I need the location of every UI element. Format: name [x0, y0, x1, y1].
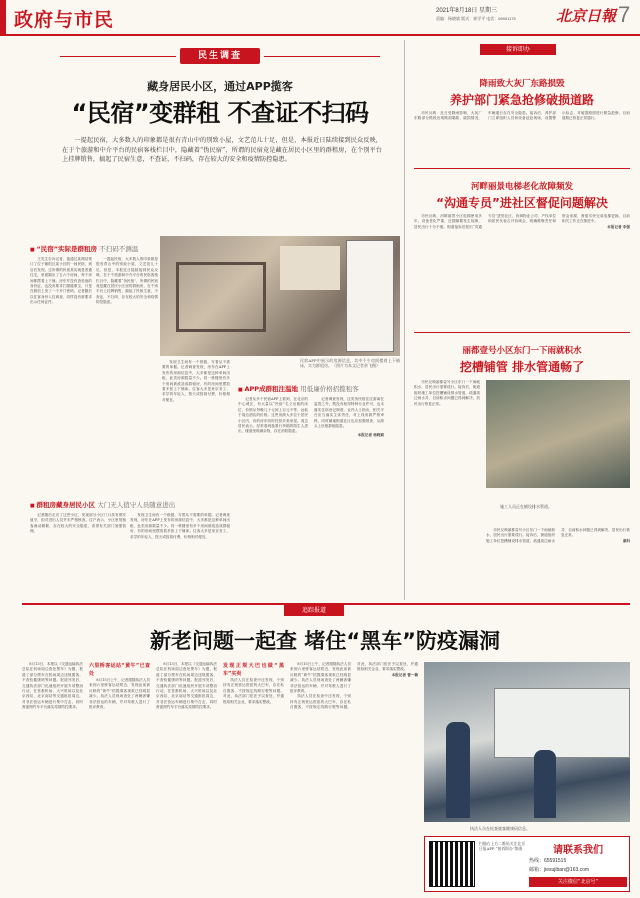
photo-bus [494, 688, 630, 758]
sec2-title: APP成群租注温地 [244, 385, 299, 393]
bottom-headline: 新老问题一起查 堵住“黑车”防疫漏洞 [150, 629, 500, 653]
bottom-sec2-heading: 发现正规大巴也做“黑车”买卖 [223, 663, 284, 677]
r3-kicker: 丽都壹号小区东门一下雨就积水 [462, 346, 582, 356]
sec2-heading [238, 384, 398, 393]
masthead-red-block [0, 0, 6, 34]
promo-box [424, 836, 630, 892]
page-number: 7 [618, 2, 631, 27]
lead-intro-text: 一提起民宿，大多数人的印象都是很有青山中的别致小屋，文艺范儿十足，但是，本报近日陆续接到民众反映，在于个旅游和中介平台的民宿客栈栏目中，隐藏着“伪民宿”，所谓的民宿竟是藏在居民小区里的群租房，在个别平台上挂牌销售，搞起了民宿生意，不查证，不扫码，存在较大的安全和疫情防控隐患。 [62, 137, 382, 164]
promo-top [479, 841, 525, 887]
right-tag [480, 44, 556, 55]
promo-top-text: 扫描右上方二维码关注北京日报APP “接诉即办”频道 [479, 841, 525, 851]
r2-rule [414, 168, 630, 169]
sec3-heading [30, 500, 230, 509]
lead-headline: “民宿”变群租 不查证不扫码 [71, 99, 369, 127]
photo-officer [446, 722, 470, 818]
photo-bunk-bed [176, 262, 266, 332]
r2-kicker: 河畔丽景电梯老化故障频发 [470, 182, 573, 192]
r1-headline: 养护部门紧急抢修破损道路 [449, 93, 594, 107]
r3-body-text-2: 市民反映丽都壹号小区东门一下雨就积水，居民出行需要绕行。接诉后，街道组织施工单位挖槽铺设排水管道，疏通周边雨水井，目前积水问题已得到解决，居民出行恢复正常。 [486, 528, 630, 543]
lead-intro [62, 136, 382, 224]
bottom-photo-caption [470, 826, 630, 834]
lead-col-1 [30, 257, 92, 487]
lead-photo [160, 236, 400, 356]
lead-col-6 [30, 513, 126, 598]
r2-body-text: 市民反映，河畔丽景小区电梯使用多年，设备老化严重，近期频繁发生故障，居民出行十分不便。街道接诉后派出“沟通专员”进驻社区，协调物业公司、产权单位和居民代表召开协调会，明确维修责任和资金来源，督促尽快完成电梯更换，目前相关工作正在推进中。 [414, 214, 630, 229]
r2-body [414, 214, 630, 320]
lead-photo-caption-text: 民宿APP中展示的房源信息，其中不少房间摆着上下铺床，实为群租房。（图片为本文记者余飞摄） [300, 358, 400, 369]
qr-code-icon[interactable] [429, 841, 475, 887]
r2-reporter: 本报记者 李强 [607, 224, 630, 229]
column-tag-label: 民生调查 [197, 51, 242, 61]
photo-officer [534, 750, 556, 818]
lead-photo-caption [300, 358, 400, 380]
tag-line [60, 56, 176, 57]
r3-rule [414, 332, 630, 333]
masthead [0, 0, 640, 38]
sec2-body: 记者从多个民宿APP上看到，在北京的中心城区，有大量以“民宿”名义出租的床位，价格从每晚几十元到上百元不等，远低于周边酒店的价格。这些房源大多位于居民小区内，有的房东同时经营多套房屋。周边居民表示，经常看到拖着行李箱的陌生人进出，楼道里堆满杂物，存在消防隐患。 [238, 397, 308, 434]
editor-line: 责编：杨晓斌 版式：崔学平 电话：65901175 [436, 16, 516, 21]
r3-body-text: 市民反映丽都壹号小区东门一下雨就积水，居民出行需要绕行。接诉后，街道组织施工单位挖槽铺设排水管道，疏通周边雨水井，目前积水问题已得到解决，居民出行恢复正常。 [414, 380, 480, 406]
lead-col-3-body: 发现卫生间有一个纸箱，写着从不需要的单据。记者调查发现，房东在APP上发布的房源信息中，大多都是这种单间出租，此类房源数量不少。同一栋楼里有多个房间被改造成群租房，有的房间里摆放着多张上下铺床。住客大多是来京务工、求学的年轻人，按天或按周付费，价格相对便宜。 [162, 360, 230, 402]
tag-line [264, 56, 380, 57]
sec1-heading [30, 244, 156, 253]
bottom-photo-caption-text: 执法人员在检查旅客健康码信息。 [470, 826, 530, 831]
lead-col-2-body: 一提起民宿，大多数人的印象都是很有青山中的别致小屋，文艺范儿十足，但是，本报近日陆续接到民众反映，在于个旅游和中介平台的民宿客栈栏目中，隐藏着“伪民宿”，所谓的民宿竟是藏在居民小区里的群租房，在个别平台上挂牌销售，搞起了民宿生意，不查证，不扫码，存在较大的安全和疫情防控隐患。 [96, 257, 158, 305]
r3-photo-caption [500, 504, 590, 526]
date-line: 2021年8月18日 星期三 [436, 8, 498, 14]
sec2-subtitle: 用低廉价格招揽租客 [300, 385, 359, 393]
lead-col-7-body: 发现卫生间有一个纸箱，写着从不需要的单据。记者调查发现，房东在APP上发布的房源信息中，大多都是这种单间出租，此类房源数量不少。同一栋楼里有多个房间被改造成群租房，有的房间里摆放着多张上下铺床。住客大多是来京务工、求学的年轻人，按天或按周付费，价格相对便宜。 [130, 513, 230, 539]
bottom-tag [284, 605, 344, 616]
bottom-tag-label: 追踪报道 [301, 607, 326, 614]
sec1-body: 王先生告诉记者，他通过某网站预订了位于朝阳区某小区的一间民宿，到店后发现，这所谓的民宿其实就是普通住宅，里面隔出了五六个房间，每个房间都摆着上下铺。房东并没有查验他的身份证，也没有要求扫描健康宝，只是在微信上发了一个开门密码。记者随后以住客身份入住调查，同样没有被要求出示任何证件。 [30, 257, 92, 305]
promo-email: 邮箱：jiesujiban@163.com [529, 867, 590, 873]
r3-headline: 挖槽铺管 排水管通畅了 [459, 360, 585, 374]
bottom-body [22, 662, 418, 890]
sec1-subtitle: 不扫码不测温 [99, 245, 139, 253]
paper-name: 北京日報 [556, 7, 617, 25]
bottom-sec1-body-2: 8月15日上午，记者跟随执法人员来到六里桥客运站附近，发现此前被反映的“黄牛”招揽乘客现象已经明显减少。执法人员现场查处了两辆涉嫌非法营运的车辆，并对驾驶人进行了批评教育。 [290, 662, 351, 694]
photo-phone [346, 240, 394, 352]
right-tag-label: 接诉即办 [505, 46, 530, 53]
r3-body-1 [414, 380, 480, 520]
promo-wechat: 关注微信“北京号” [529, 877, 627, 887]
bottom-sec1-body: 8月15日上午，记者跟随执法人员来到六里桥客运站附近，发现此前被反映的“黄牛”招揽乘客现象已经明显减少。执法人员现场查处了两辆涉嫌非法营运的车辆，并对驾驶人进行了批评教育。 [89, 678, 150, 710]
r2-headline: “沟通专员”进社区督促问题解决 [436, 196, 608, 210]
r1-body [414, 111, 630, 157]
sec3-subtitle: 大门无人值守人员随意进出 [97, 501, 176, 509]
lead-col-2 [96, 257, 158, 487]
r1-kicker: 降雨致大灰厂东路损毁 [479, 79, 565, 89]
photo-window [280, 246, 340, 290]
bottom-reporter: 本报记者 曹一楠 [391, 672, 418, 677]
promo-phone: 热线：65591515 [529, 858, 567, 864]
lead-col-3 [162, 360, 230, 490]
sec3-title: 群租房藏身居民小区 [36, 501, 95, 509]
section-title: 政府与市民 [14, 9, 115, 31]
r3-body-2 [486, 528, 630, 598]
bottom-photo [424, 662, 630, 822]
bottom-sec1-heading: 六里桥客运站“黄牛”已查处 [89, 663, 150, 677]
r3-reporter: 康科 [622, 538, 630, 543]
promo-title: 请联系我们 [553, 845, 603, 856]
lead-col-4 [238, 397, 308, 587]
bottom-body-text-2: 8月13日，本报以《交通运输执法总队在机场周边查处黑车》为题，报道了部分黑车在机场周边违规揽客、不查验健康码等问题。报道刊发后，交通执法部门迅速组织开展专项整治行动，在首都机场、大兴机场以及北京西站、北京南站等交通枢纽周边，对非法营运车辆进行集中打击，同时督促网约车平台落实疫情防控要求。 [156, 662, 217, 710]
lead-col-5 [314, 397, 384, 587]
masthead-rule [0, 34, 640, 36]
column-divider [404, 40, 405, 600]
bottom-sec2-body-2: 执法人员在检查中还发现，个别持有正规营运资质的大巴车，存在私自揽客、不按规定线路行驶等问题。对此，执法部门依法予以查处，并通报给相关企业，要求落实整改。 [290, 662, 418, 710]
r3-photo [486, 380, 630, 488]
bottom-body-text: 8月13日，本报以《交通运输执法总队在机场周边查处黑车》为题，报道了部分黑车在机场周边违规揽客、不查验健康码等问题。报道刊发后，交通执法部门迅速组织开展专项整治行动，在首都机场、大兴机场以及北京西站、北京南站等交通枢纽周边，对非法营运车辆进行集中打击，同时督促网约车平台落实疫情防控要求。 [22, 662, 83, 710]
bottom-sec2-body: 执法人员在检查中还发现，个别持有正规营运资质的大巴车，存在私自揽客、不按规定线路行驶等问题。对此，执法部门依法予以查处，并通报给相关企业，要求落实整改。 [223, 678, 284, 704]
column-tag [180, 48, 260, 64]
r1-body-text: 市民反映：近日受降雨影响，大灰厂东路部分路段出现路面塌陷、破损情况，车辆通行存在安全隐患。接诉后，养护部门立即组织人员和设备赶赴现场，设置警示标志，对破损路面进行紧急抢修，目前道路已恢复正常通行。 [414, 111, 630, 121]
sec3-body: 记者随后走访了这些小区，发现部分小区门口虽有保安值守，但对进出人员并未严格核查。住户表示，小区里短租客流动频繁，存在较大的安全隐患，希望有关部门加强管理。 [30, 513, 126, 534]
lead-reporter: 本报记者 杨晓斌 [357, 433, 384, 438]
right-body: 记者调查发现，这类伪民宿往往游离在监管之外，既没有取得特种行业许可，也未落实住宿登记制度。业内人士指出，相关平台应当落实主体责任，对上线房源严格审核，同时属地街道社区也应加强排查，从源头上杜绝群租隐患。 [314, 397, 384, 429]
sec1-title: “民宿”实际是群租房 [36, 245, 98, 253]
r3-photo-caption-text: 施工人员正在铺设排水管道。 [500, 504, 552, 509]
lead-kicker: 藏身居民小区，通过APP揽客 [147, 80, 293, 93]
lead-col-7 [130, 513, 230, 598]
